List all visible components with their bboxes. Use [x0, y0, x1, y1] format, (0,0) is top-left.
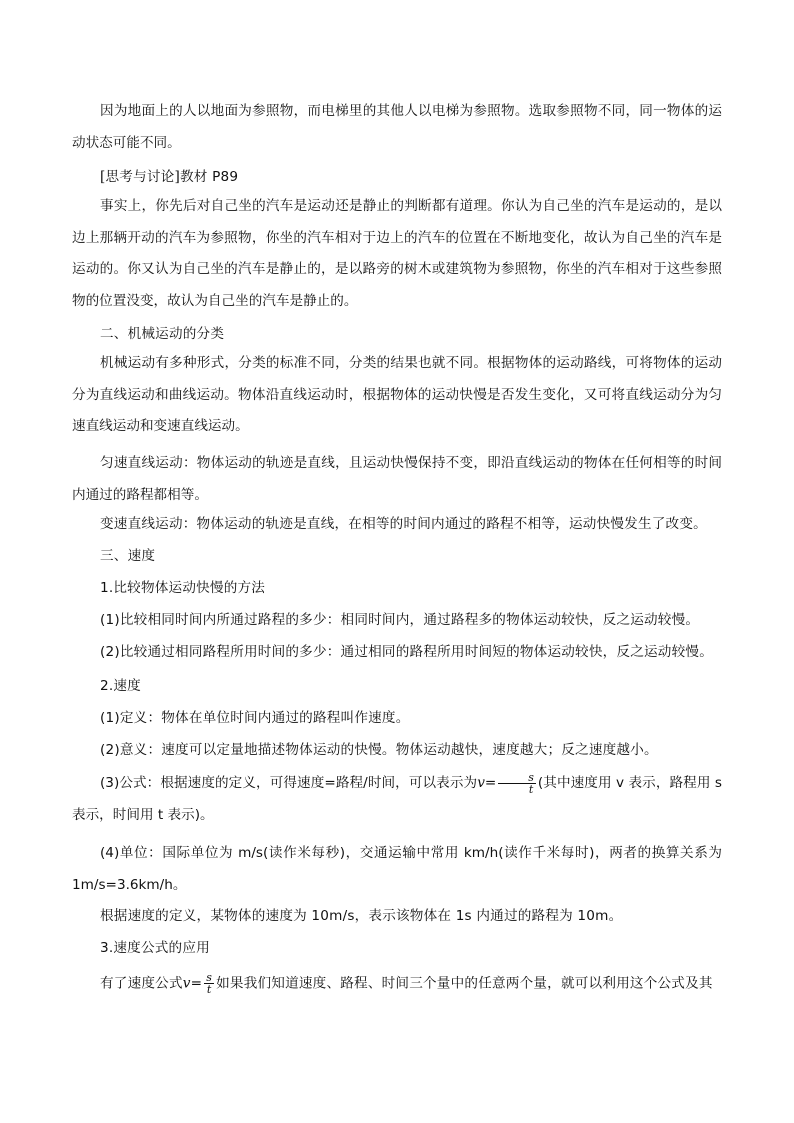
application-text: 如果我们知道速度、路程、时间三个量中的任意两个量，就可以利用这个公式及其: [216, 975, 713, 992]
subheading-formula-application: 3.速度公式的应用: [100, 940, 210, 956]
think-discuss-label: [100, 167, 238, 187]
paragraph-text: (4)单位：国际单位为 m/s(读作米每秒)，交通运输中常用 km/h(读作千米每时)，两者的换算关系为 1m/s=3.6km/h。: [72, 845, 722, 893]
speed-definition: (1)定义：物体在单位时间内通过的路程叫作速度。: [100, 710, 410, 726]
formula-explanation-text: (其中速度用 v 表示，路程用 s 表示，时间用 t 表示)。: [72, 775, 722, 823]
paragraph-discussion-answer: [72, 191, 722, 317]
think-discuss-tag: [思考与讨论]: [100, 169, 180, 185]
paragraph-text: 匀速直线运动：物体运动的轨迹是直线，且运动快慢保持不变，即沿直线运动的物体在任何相等的时间内通过的路程都相等。: [72, 455, 722, 503]
speed-example: 根据速度的定义，某物体的速度为 10m/s，表示该物体在 1s 内通过的路程为 10m。: [100, 908, 623, 924]
formula-equals: =: [190, 975, 203, 992]
application-intro-text: 有了速度公式: [100, 975, 183, 992]
section-heading-classification: 二、机械运动的分类: [100, 326, 225, 342]
paragraph-text: 事实上，你先后对自己坐的汽车是运动还是静止的判断都有道理。你认为自己坐的汽车是运动的，是以边上那辆开动的汽车为参照物，你坐的汽车相对于边上的汽车的位置在不断地变化，故认为自己坐的汽车是运动的。你又认为自己坐的汽车是静止的，是以路旁的树木或建筑物为参照物，你坐的汽车相对于这些参照物的位置没变，故认为自己坐的汽车是静止的。: [72, 198, 722, 309]
section-heading-speed: 三、速度: [100, 548, 156, 564]
method-same-distance: (2)比较通过相同路程所用时间的多少：通过相同的路程所用时间短的物体运动较快，反之运动较慢。: [100, 644, 713, 660]
paragraph-uniform-motion: [72, 448, 722, 511]
speed-unit-paragraph: [72, 838, 722, 901]
formula-numerator: s: [206, 971, 213, 984]
formula-application-paragraph: [100, 972, 713, 995]
formula-intro-text: (3)公式：根据速度的定义，可得速度=路程/时间，可以表示为: [100, 775, 478, 791]
formula-equals: =: [484, 775, 497, 791]
speed-meaning: (2)意义：速度可以定量地描述物体运动的快慢。物体运动越快，速度越大；反之速度越小。: [100, 742, 658, 758]
paragraph-text: 机械运动有多种形式，分类的标准不同，分类的结果也就不同。根据物体的运动路线，可将物体的运动分为直线运动和曲线运动。物体沿直线运动时，根据物体的运动快慢是否发生变化，又可将直线运动分为匀速直线运动和变速直线运动。: [72, 355, 722, 434]
paragraph-text: 因为地面上的人以地面为参照物，而电梯里的其他人以电梯为参照物。选取参照物不同，同一物体的运动状态可能不同。: [72, 103, 722, 151]
subheading-speed: 2.速度: [100, 678, 141, 694]
textbook-page-ref: 教材 P89: [179, 169, 239, 185]
formula-v-symbol: v: [477, 775, 485, 791]
speed-formula-paragraph: [72, 768, 722, 831]
formula-denominator: t: [206, 983, 212, 996]
formula-denominator: t: [528, 782, 534, 796]
subheading-compare-methods: 1.比较物体运动快慢的方法: [100, 580, 266, 596]
formula-v-symbol: v: [182, 975, 191, 992]
formula-fraction: [204, 972, 214, 995]
paragraph-variable-motion: 变速直线运动：物体运动的轨迹是直线，在相等的时间内通过的路程不相等，运动快慢发生了改变。: [100, 516, 707, 532]
method-same-time: (1)比较相同时间内所通过路程的多少：相同时间内，通过路程多的物体运动较快，反之运动较慢。: [100, 612, 700, 628]
formula-numerator: s: [498, 772, 536, 784]
paragraph-reference-frame: [72, 96, 722, 159]
paragraph-classification: [72, 348, 722, 443]
formula-fraction: [498, 772, 536, 795]
